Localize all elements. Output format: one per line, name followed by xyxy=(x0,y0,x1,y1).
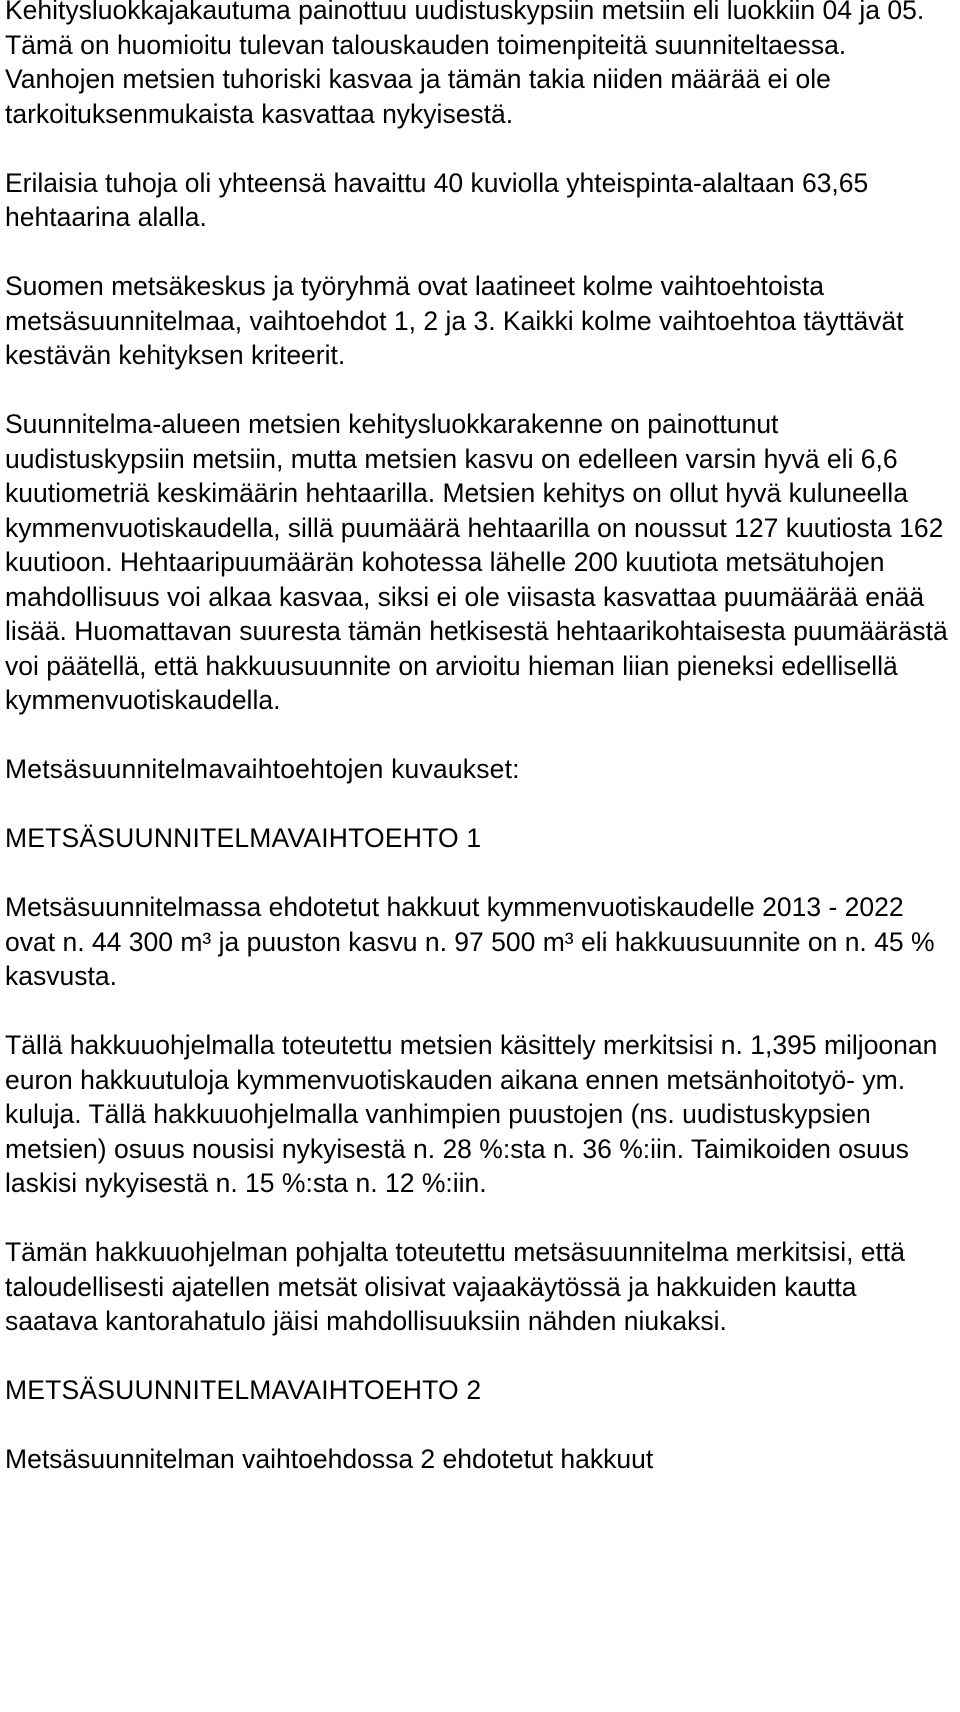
paragraph-option-1-assessment: Tämän hakkuuohjelman pohjalta toteutettu metsäsuunnitelma merkitsisi, että taloudellisesti ajatellen metsät olisivat vajaakäytössä ja hakkuiden kautta saatava kantorahatulo jäisi mahdollisuuksiin nähden niukaksi. xyxy=(5,1237,906,1336)
heading-alternative-descriptions: Metsäsuunnitelmavaihtoehtojen kuvaukset: xyxy=(5,754,520,784)
heading-option-1: METSÄSUUNNITELMAVAIHTOEHTO 1 xyxy=(5,823,482,853)
paragraph-damage-summary: Erilaisia tuhoja oli yhteensä havaittu 40 kuviolla yhteispinta-alaltaan 63,65 hehtaarina alalla. xyxy=(5,167,869,232)
paragraph-option-1-harvests: Metsäsuunnitelmassa ehdotetut hakkuut kymmenvuotiskaudelle 2013 - 2022 ovat n. 44 300 m³ ja puuston kasvu n. 97 500 m³ eli hakkuusuunnite on n. 45 % kasvusta. xyxy=(5,892,935,991)
paragraph-option-1-income: Tällä hakkuuohjelmalla toteutettu metsien käsittely merkitsisi n. 1,395 miljoonan euron hakkuutuloja kymmenvuotiskauden aikana ennen metsänhoitotyö- ym. kuluja. Tällä hakkuuohjelmalla vanhimpien puustojen (ns. uudistuskypsien metsien) osuus nousisi nykyisestä n. 28 %:sta n. 36 %:iin. Taimikoiden osuus laskisi nykyisestä n. 15 %:sta n. 12 %:iin. xyxy=(5,1030,938,1198)
heading-option-2: METSÄSUUNNITELMAVAIHTOEHTO 2 xyxy=(5,1375,482,1405)
paragraph-development-class-distribution: Kehitysluokkajakautuma painottuu uudistuskypsiin metsiin eli luokkiin 04 ja 05. Tämä on huomioitu tulevan talouskauden toimenpiteitä suunniteltaessa. Vanhojen metsien tuhoriski kasvaa ja tämän takia niiden määrää ei ole tarkoituksenmukaista kasvattaa nykyisestä. xyxy=(5,0,925,129)
paragraph-forest-structure: Suunnitelma-alueen metsien kehitysluokkarakenne on painottunut uudistuskypsiin metsiin, mutta metsien kasvu on edelleen varsin hyvä eli 6,6 kuutiometriä keskimäärin hehtaarilla. Metsien kehitys on ollut hyvä kuluneella kymmenvuotiskaudella, sillä puumäärä hehtaarilla on noussut 127 kuutiosta 162 kuutioon. Hehtaaripuumäärän kohotessa lähelle 200 kuutiota metsätuhojen mahdollisuus voi alkaa kasvaa, siksi ei ole viisasta kasvattaa puumäärää enää lisää. Huomattavan suuresta tämän hetkisestä hehtaarikohtaisesta puumäärästä voi päätellä, että hakkuusuunnite on arvioitu hieman liian pieneksi edellisellä kymmenvuotiskaudella. xyxy=(5,409,948,715)
paragraph-plan-alternatives: Suomen metsäkeskus ja työryhmä ovat laatineet kolme vaihtoehtoista metsäsuunnitelmaa, vaihtoehdot 1, 2 ja 3. Kaikki kolme vaihtoehtoa täyttävät kestävän kehityksen kriteerit. xyxy=(5,271,904,370)
paragraph-option-2-start: Metsäsuunnitelman vaihtoehdossa 2 ehdotetut hakkuut xyxy=(5,1444,654,1474)
